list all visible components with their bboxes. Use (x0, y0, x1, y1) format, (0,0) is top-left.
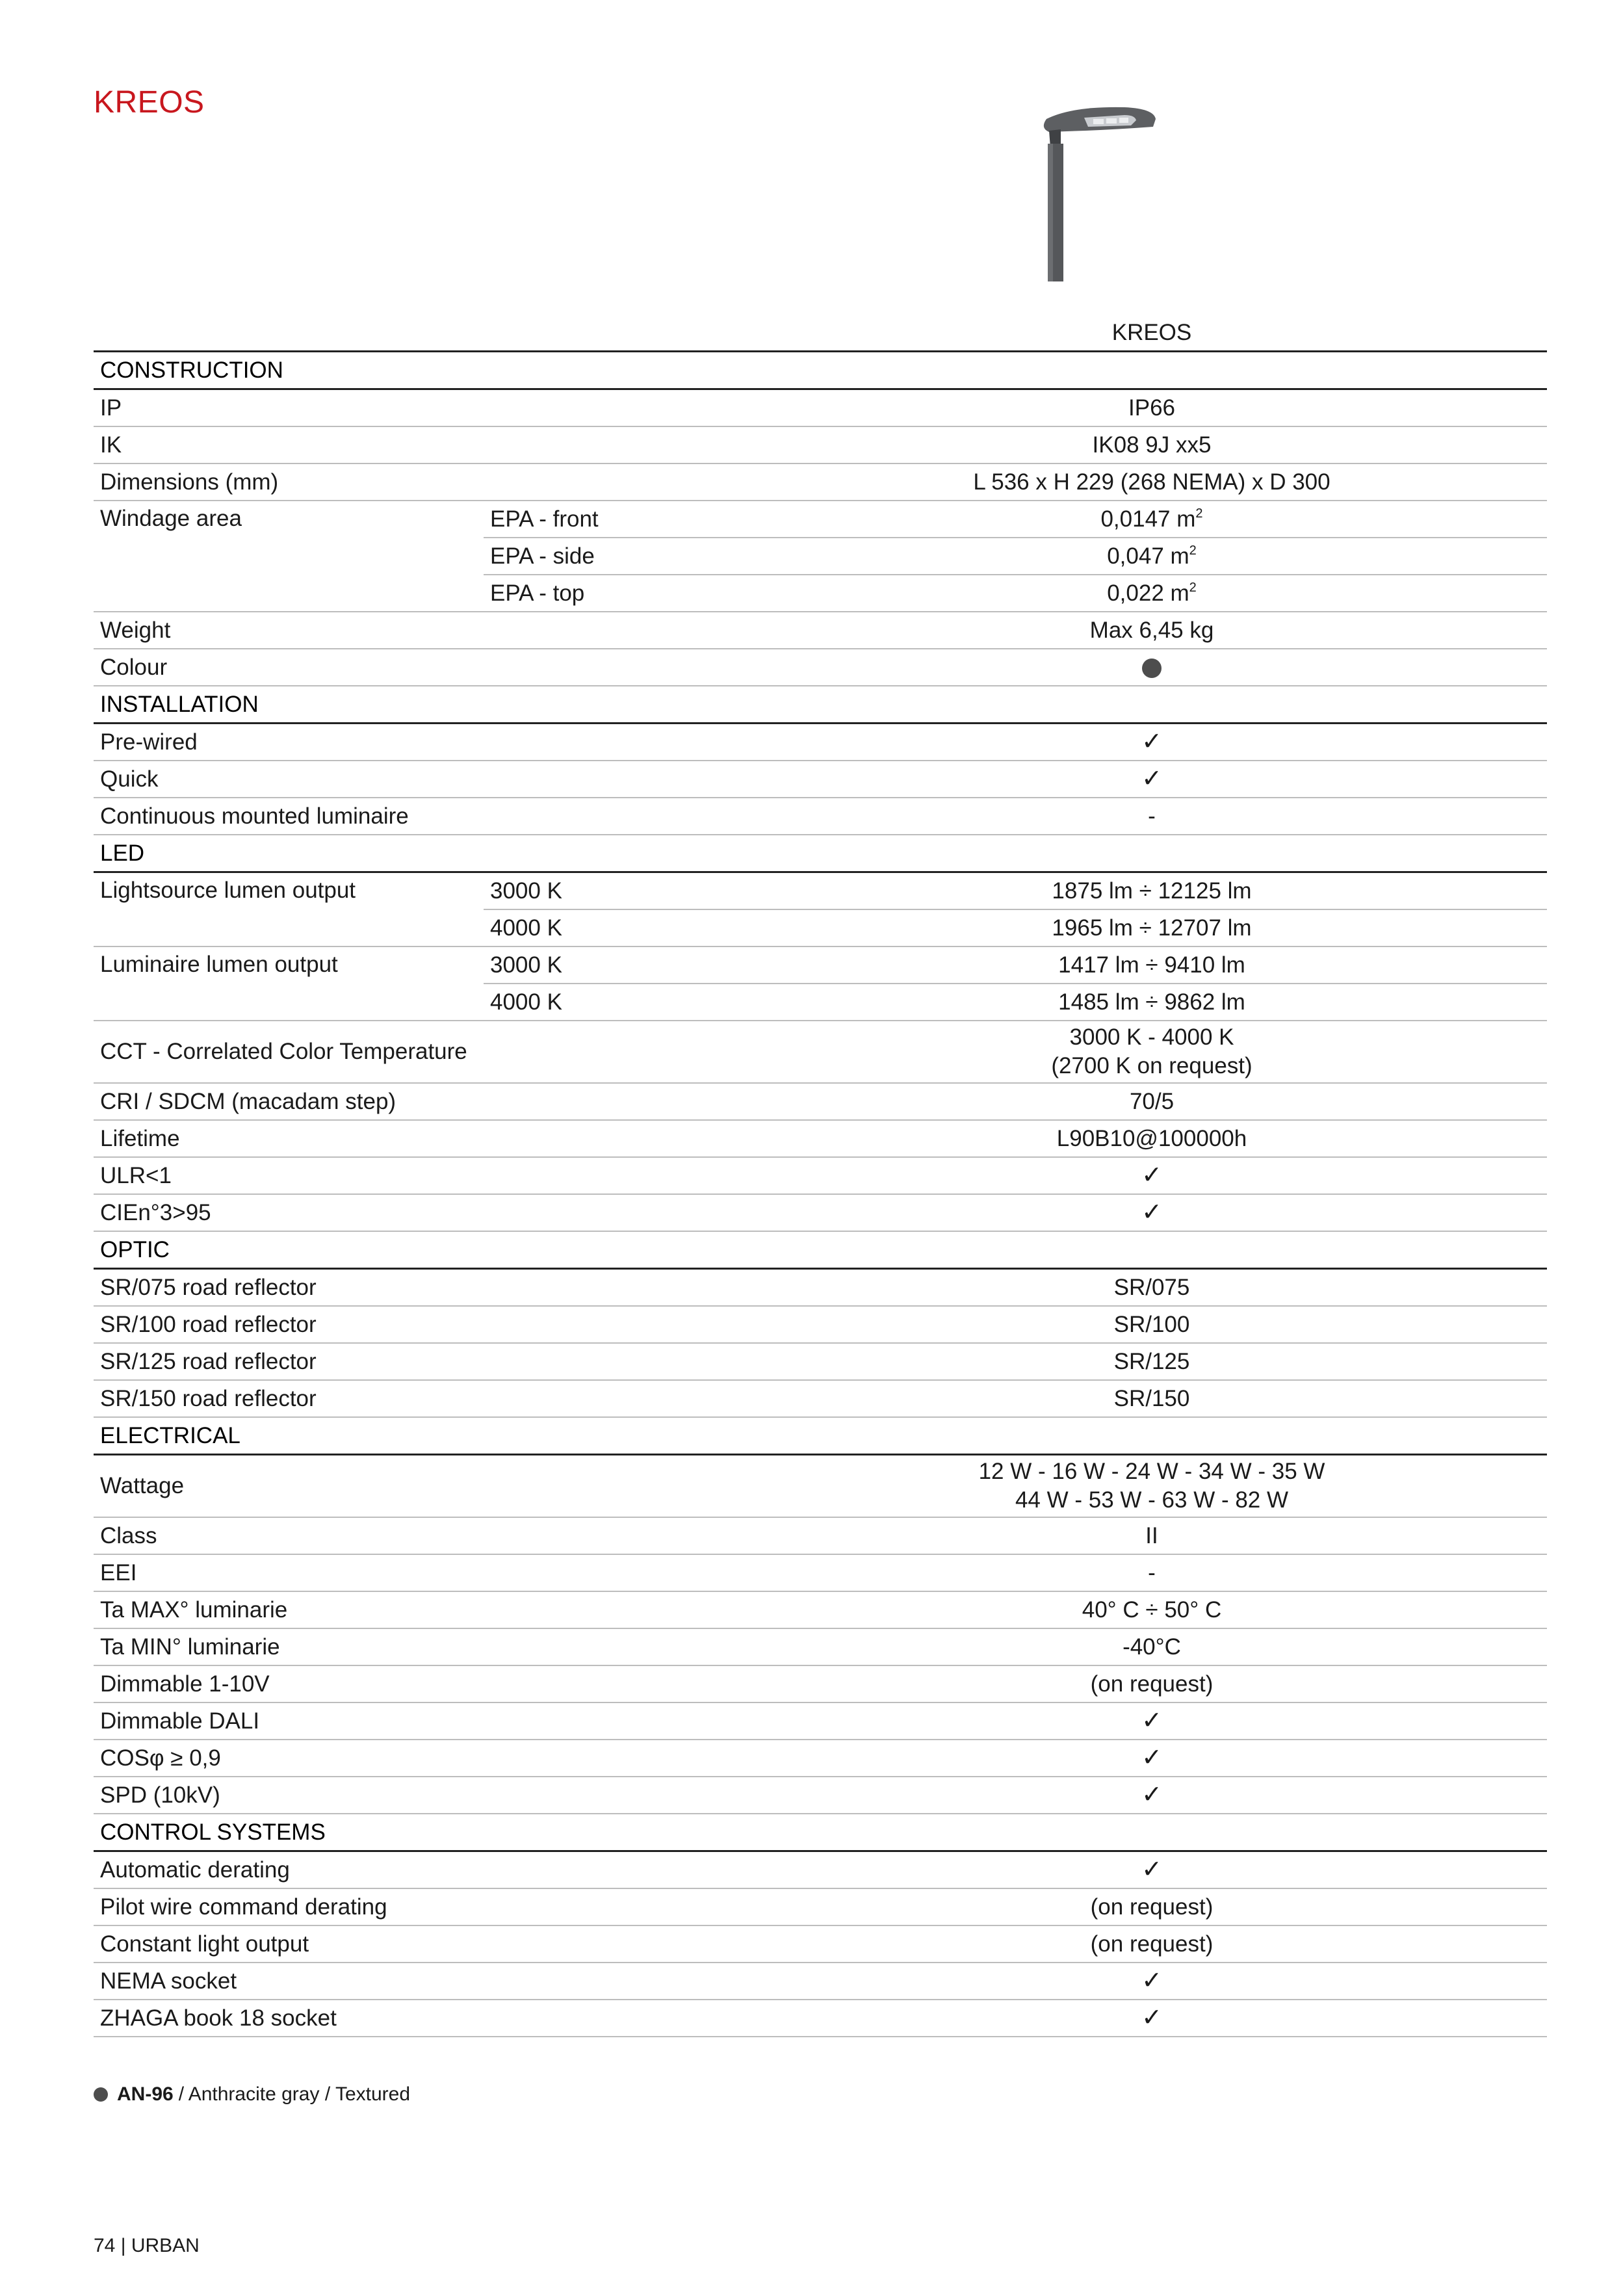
header-empty-cell (94, 315, 757, 352)
value-text: SR/150 (1113, 1385, 1190, 1411)
check-icon: ✓ (1141, 728, 1162, 755)
row-value (757, 1925, 1547, 1963)
anthracite-swatch-icon (94, 2087, 108, 2102)
value-text: (on request) (1090, 1671, 1214, 1697)
table-row (94, 1343, 1547, 1380)
row-label: Dimmable 1-10V (94, 1665, 484, 1702)
table-row (94, 1665, 1547, 1702)
section-title: CONSTRUCTION (94, 352, 1547, 389)
row-label: Windage area (94, 501, 484, 612)
row-value (757, 1554, 1547, 1591)
row-label: Weight (94, 612, 484, 649)
row-sublabel (484, 1777, 757, 1814)
check-icon: ✓ (1141, 1781, 1162, 1808)
row-value (757, 538, 1547, 575)
row-sublabel (484, 1925, 757, 1963)
row-value (757, 1021, 1547, 1083)
row-sublabel (484, 1665, 757, 1702)
row-value (757, 1628, 1547, 1665)
row-label: EEI (94, 1554, 484, 1591)
table-row (94, 1925, 1547, 1963)
table-row (94, 1380, 1547, 1417)
row-value (757, 724, 1547, 761)
row-value (757, 1120, 1547, 1157)
section-title: LED (94, 835, 1547, 872)
row-label: Automatic derating (94, 1851, 484, 1889)
row-label: CIEn°3>95 (94, 1194, 484, 1231)
row-label: NEMA socket (94, 1963, 484, 2000)
table-row (94, 724, 1547, 761)
table-row (94, 1591, 1547, 1628)
row-sublabel (484, 1194, 757, 1231)
row-value (757, 649, 1547, 686)
value-text: 70/5 (1129, 1088, 1175, 1114)
legend-code: AN-96 (117, 2083, 174, 2105)
table-row (94, 1269, 1547, 1307)
row-sublabel (484, 1851, 757, 1889)
row-value (757, 426, 1547, 463)
value-text: (on request) (1090, 1931, 1214, 1957)
check-icon: ✓ (1141, 1967, 1162, 1994)
spec-table (94, 315, 1547, 2037)
row-value (757, 984, 1547, 1021)
section-title: INSTALLATION (94, 686, 1547, 724)
value-text: 1875 lm ÷ 12125 lm (1052, 878, 1252, 904)
table-row (94, 872, 1547, 910)
row-value (757, 1306, 1547, 1343)
table-row (94, 1628, 1547, 1665)
value-text: - (1148, 803, 1156, 829)
value-text: L90B10@100000h (1056, 1125, 1247, 1151)
row-sublabel: EPA - side (484, 538, 757, 575)
row-label: CRI / SDCM (macadam step) (94, 1083, 484, 1120)
row-label: COSφ ≥ 0,9 (94, 1740, 484, 1777)
row-sublabel (484, 463, 757, 501)
row-sublabel: 3000 K (484, 946, 757, 984)
row-sublabel (484, 1628, 757, 1665)
row-label: ZHAGA book 18 socket (94, 2000, 484, 2037)
table-row (94, 761, 1547, 798)
row-sublabel (484, 798, 757, 835)
check-icon: ✓ (1141, 1707, 1162, 1734)
row-sublabel: EPA - front (484, 501, 757, 538)
row-label: IK (94, 426, 484, 463)
row-value (757, 575, 1547, 612)
row-label: IP (94, 389, 484, 427)
row-value (757, 761, 1547, 798)
row-label: Ta MAX° luminarie (94, 1591, 484, 1628)
row-sublabel (484, 1591, 757, 1628)
row-sublabel (484, 1517, 757, 1554)
section-title: OPTIC (94, 1231, 1547, 1269)
value-text: SR/075 (1113, 1274, 1190, 1300)
table-row (94, 1455, 1547, 1518)
section-header-installation (94, 686, 1547, 724)
row-label: Quick (94, 761, 484, 798)
row-label: Dimensions (mm) (94, 463, 484, 501)
row-value (757, 1963, 1547, 2000)
table-row (94, 1021, 1547, 1083)
table-row (94, 1702, 1547, 1740)
row-sublabel (484, 1157, 757, 1194)
value-text: SR/125 (1113, 1348, 1190, 1374)
row-label: Colour (94, 649, 484, 686)
value-text: 0,022 m (1107, 580, 1189, 606)
row-label: Ta MIN° luminarie (94, 1628, 484, 1665)
row-value (757, 1517, 1547, 1554)
colour-legend (94, 2083, 410, 2106)
value-text: 12 W - 16 W - 24 W - 34 W - 35 W (978, 1459, 1325, 1484)
table-row (94, 1777, 1547, 1814)
row-label: ULR<1 (94, 1157, 484, 1194)
row-sublabel (484, 1455, 757, 1518)
row-label: Dimmable DALI (94, 1702, 484, 1740)
row-value (757, 798, 1547, 835)
row-value (757, 909, 1547, 946)
row-label: SPD (10kV) (94, 1777, 484, 1814)
row-label: SR/125 road reflector (94, 1343, 484, 1380)
row-sublabel (484, 2000, 757, 2037)
row-sublabel: 4000 K (484, 909, 757, 946)
legend-text: / Anthracite gray / Textured (178, 2083, 411, 2105)
row-label: SR/075 road reflector (94, 1269, 484, 1307)
row-label: CCT - Correlated Color Temperature (94, 1021, 484, 1083)
table-row (94, 1194, 1547, 1231)
row-value (757, 1702, 1547, 1740)
value-text: II (1145, 1522, 1158, 1548)
row-sublabel (484, 612, 757, 649)
value-text: (on request) (1090, 1894, 1214, 1920)
table-row (94, 1888, 1547, 1925)
section-header-led (94, 835, 1547, 872)
row-value (757, 1380, 1547, 1417)
row-sublabel (484, 1021, 757, 1083)
table-row (94, 463, 1547, 501)
column-header: KREOS (757, 315, 1547, 352)
row-value (757, 872, 1547, 910)
row-value (757, 1455, 1547, 1518)
row-sublabel (484, 761, 757, 798)
section-header-construction (94, 352, 1547, 389)
row-value (757, 2000, 1547, 2037)
row-label: Lifetime (94, 1120, 484, 1157)
section-header-control-systems (94, 1814, 1547, 1851)
value-text: Max 6,45 kg (1089, 617, 1214, 643)
row-value (757, 1343, 1547, 1380)
row-value (757, 1777, 1547, 1814)
table-row (94, 501, 1547, 538)
row-value (757, 501, 1547, 538)
table-header-row (94, 315, 1547, 352)
row-sublabel (484, 1306, 757, 1343)
table-row (94, 389, 1547, 427)
row-sublabel (484, 649, 757, 686)
table-row (94, 426, 1547, 463)
row-label: Continuous mounted luminaire (94, 798, 484, 835)
value-text: 3000 K - 4000 K (1069, 1024, 1234, 1050)
row-sublabel: 3000 K (484, 872, 757, 910)
section-title: ELECTRICAL (94, 1417, 1547, 1455)
page-footer: 74 | URBAN (94, 2235, 200, 2256)
check-icon: ✓ (1141, 1199, 1162, 1226)
row-label: Class (94, 1517, 484, 1554)
table-row (94, 1083, 1547, 1120)
row-value (757, 1194, 1547, 1231)
section-header-optic (94, 1231, 1547, 1269)
value-text: L 536 x H 229 (268 NEMA) x D 300 (973, 469, 1331, 495)
table-row (94, 946, 1547, 984)
row-label: Luminaire lumen output (94, 946, 484, 1021)
row-label: Constant light output (94, 1925, 484, 1963)
check-icon: ✓ (1141, 1744, 1162, 1771)
row-label: Pre-wired (94, 724, 484, 761)
row-sublabel (484, 1963, 757, 2000)
table-row (94, 1740, 1547, 1777)
check-icon: ✓ (1141, 765, 1162, 792)
row-sublabel (484, 724, 757, 761)
row-value (757, 1888, 1547, 1925)
luminaire-product-image (1020, 101, 1157, 283)
row-label: Wattage (94, 1455, 484, 1518)
colour-swatch-icon (1142, 659, 1162, 678)
row-label: SR/100 road reflector (94, 1306, 484, 1343)
value-text: - (1148, 1559, 1156, 1585)
row-value (757, 1851, 1547, 1889)
row-label: Lightsource lumen output (94, 872, 484, 947)
row-sublabel (484, 1380, 757, 1417)
row-label: Pilot wire command derating (94, 1888, 484, 1925)
value-text: 0,047 m (1107, 543, 1189, 569)
value-text-line2: (2700 K on request) (1051, 1053, 1253, 1078)
table-row (94, 1120, 1547, 1157)
table-row (94, 1963, 1547, 2000)
row-value (757, 946, 1547, 984)
row-value (757, 1740, 1547, 1777)
value-superscript: 2 (1195, 506, 1203, 521)
row-value (757, 463, 1547, 501)
value-text: 1965 lm ÷ 12707 lm (1052, 915, 1252, 941)
section-header-electrical (94, 1417, 1547, 1455)
value-text: 40° C ÷ 50° C (1082, 1597, 1222, 1623)
table-row (94, 2000, 1547, 2037)
row-sublabel (484, 389, 757, 427)
row-sublabel: 4000 K (484, 984, 757, 1021)
check-icon: ✓ (1141, 1162, 1162, 1189)
row-sublabel (484, 1083, 757, 1120)
row-sublabel (484, 1343, 757, 1380)
value-text: SR/100 (1113, 1311, 1190, 1337)
row-sublabel (484, 1740, 757, 1777)
check-icon: ✓ (1141, 1856, 1162, 1883)
row-sublabel (484, 426, 757, 463)
row-sublabel: EPA - top (484, 575, 757, 612)
value-superscript: 2 (1189, 580, 1197, 595)
page-title: KREOS (94, 85, 205, 120)
value-text: 1485 lm ÷ 9862 lm (1058, 989, 1245, 1015)
row-sublabel (484, 1888, 757, 1925)
table-row (94, 798, 1547, 835)
table-row (94, 1851, 1547, 1889)
row-value (757, 389, 1547, 427)
value-text: -40°C (1123, 1634, 1181, 1660)
row-sublabel (484, 1702, 757, 1740)
table-row (94, 1157, 1547, 1194)
value-text-line2: 44 W - 53 W - 63 W - 82 W (1015, 1487, 1289, 1513)
check-icon: ✓ (1141, 2004, 1162, 2031)
value-text: IP66 (1128, 395, 1175, 421)
value-text: 0,0147 m (1100, 506, 1196, 532)
value-superscript: 2 (1189, 543, 1197, 558)
row-value (757, 1591, 1547, 1628)
table-row (94, 1554, 1547, 1591)
table-row (94, 612, 1547, 649)
table-row (94, 1306, 1547, 1343)
row-value (757, 612, 1547, 649)
row-value (757, 1665, 1547, 1702)
row-value (757, 1083, 1547, 1120)
value-text: 1417 lm ÷ 9410 lm (1058, 952, 1245, 978)
row-sublabel (484, 1269, 757, 1307)
table-row (94, 649, 1547, 686)
row-sublabel (484, 1554, 757, 1591)
value-text: IK08 9J xx5 (1092, 432, 1212, 458)
table-row (94, 1517, 1547, 1554)
row-value (757, 1269, 1547, 1307)
section-title: CONTROL SYSTEMS (94, 1814, 1547, 1851)
row-value (757, 1157, 1547, 1194)
row-label: SR/150 road reflector (94, 1380, 484, 1417)
row-sublabel (484, 1120, 757, 1157)
